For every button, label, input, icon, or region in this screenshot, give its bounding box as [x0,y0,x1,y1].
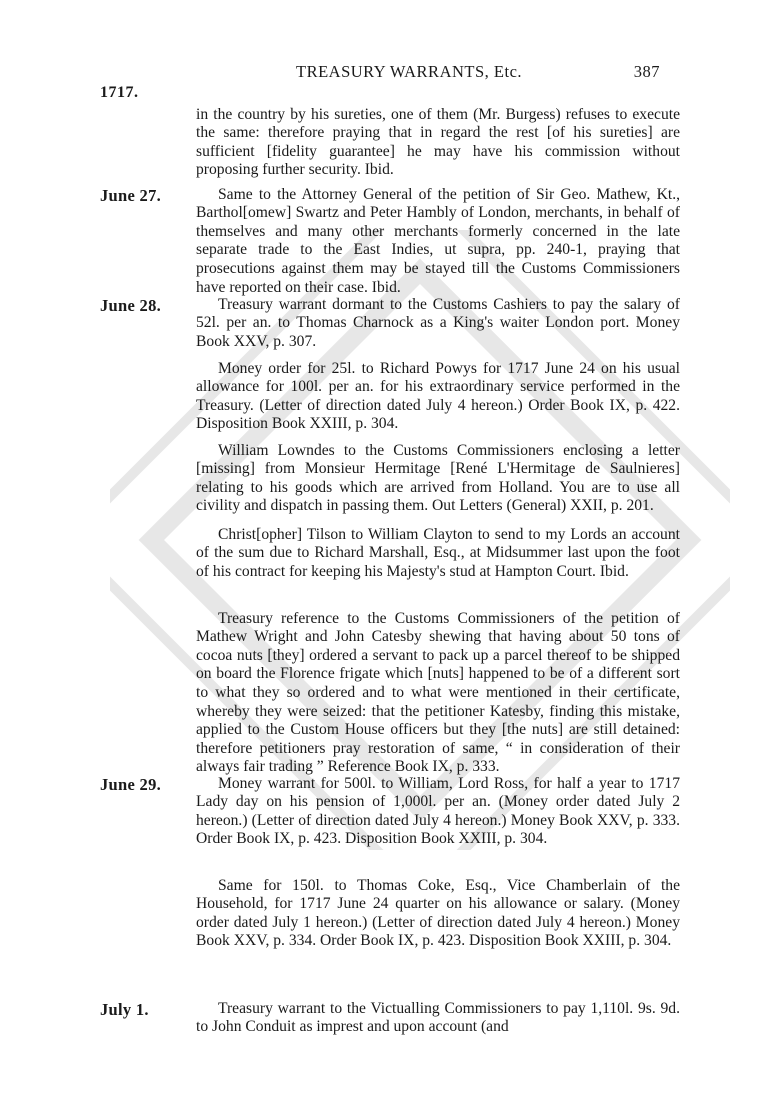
paragraph: Money warrant for 500l. to William, Lord Ross, for half a year to 1717 Lady day on his pension of 1,000l. per an. (Money order dated July 2 hereon.) (Letter of direction dated July 4 hereon.) Money Book XXV, p. 333. Order Book IX, p. 423. Disposition Book XXIII, p. 304. [196,774,680,848]
entry-date: July 1. [100,1000,149,1019]
paragraph: Same to the Attorney General of the petition of Sir Geo. Mathew, Kt., Barthol[omew] Swartz and Peter Hambly of London, merchants, in behalf of themselves and many other merchants formerly concerned in the late separate trade to the East Indies, ut supra, pp. 240-1, praying that prosecutions against them may be stayed till the Customs Commissioners have reported on their case. Ibid. [196,185,680,296]
entry-date: June 27. [100,186,162,205]
paragraph: Same for 150l. to Thomas Coke, Esq., Vice Chamberlain of the Household, for 1717 June 24 quarter on his allowance or salary. (Money order dated July 1 hereon.) (Letter of direction dated July 4 hereon.) Money Book XXV, p. 334. Order Book IX, p. 423. Disposition Book XXIII, p. 304. [196,876,680,950]
entry-date: June 29. [100,775,162,794]
paragraph: Treasury reference to the Customs Commissioners of the petition of Mathew Wright and John Catesby shewing that having about 50 tons of cocoa nuts [they] ordered a servant to pack up a parcel thereof to be shipped on board the Florence frigate which [nuts] happened to be of a different sort to what they so ordered and to what were mentioned in their certificate, whereby they were seized: that the petitioner Katesby, finding this mistake, applied to the Custom House officers but they [the nuts] are still detained: therefore petitioners pray restoration of same, “ in consideration of their always fair trading ” Reference Book IX, p. 333. [196,609,680,776]
header-year: 1717. [100,84,139,101]
paragraph: William Lowndes to the Customs Commissioners enclosing a letter [missing] from Monsieur Hermitage [René L'Hermitage de Saulnieres] relating to his goods which are arrived from Holland. You are to use all civility and dispatch in passing them. Out Letters (General) XXII, p. 201. [196,441,680,515]
header-title: TREASURY WARRANTS, Etc. [296,62,523,81]
paragraph: Christ[opher] Tilson to William Clayton to send to my Lords an account of the sum due to Richard Marshall, Esq., at Midsummer last upon the foot of his contract for keeping his Majesty's stud at Hampton Court. Ibid. [196,525,680,580]
paragraph: Treasury warrant dormant to the Customs Cashiers to pay the salary of 52l. per an. to Thomas Charnock as a King's waiter London port. Money Book XXV, p. 307. [196,295,680,350]
entry-date: June 28. [100,296,162,315]
paragraph: Money order for 25l. to Richard Powys for 1717 June 24 on his usual allowance for 100l. per an. for his extraordinary service performed in the Treasury. (Letter of direction dated July 4 hereon.) Order Book IX, p. 422. Disposition Book XXIII, p. 304. [196,359,680,433]
paragraph: in the country by his sureties, one of them (Mr. Burgess) refuses to execute the same: therefore praying that in regard the rest [of his sureties] are sufficient [fidelity guarantee] he may have his commission without proposing further security. Ibid. [196,105,680,179]
paragraph: Treasury warrant to the Victualling Commissioners to pay 1,110l. 9s. 9d. to John Conduit as imprest and upon account (and [196,999,680,1036]
page-number: 387 [633,62,660,81]
